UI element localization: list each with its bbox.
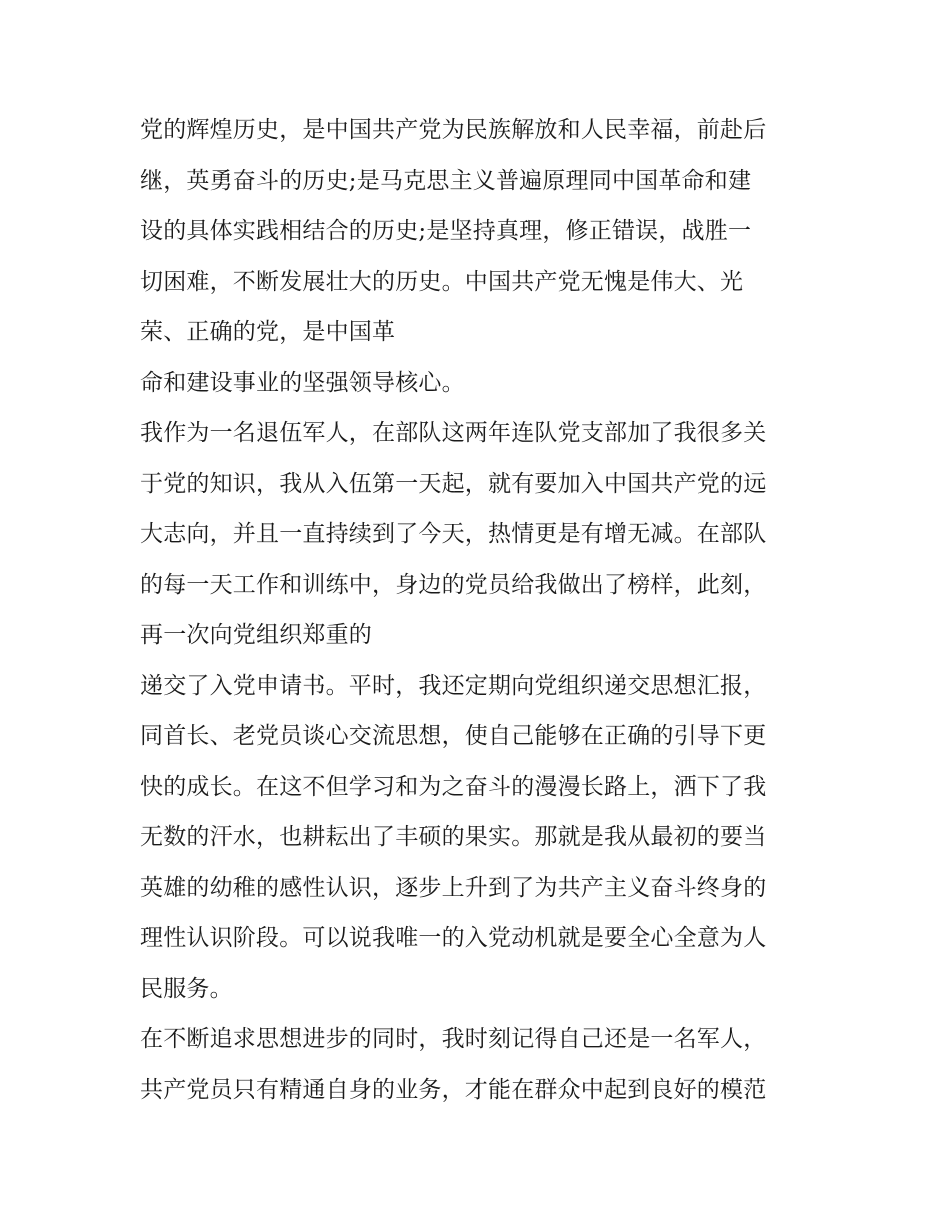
text-line: 于党的知识，我从入伍第一天起，就有要加入中国共产党的远 — [140, 470, 767, 497]
text-line: 快的成长。在这不但学习和为之奋斗的漫漫长路上，洒下了我 — [140, 773, 767, 800]
text-line: 共产党员只有精通自身的业务，才能在群众中起到良好的模范 — [140, 1076, 767, 1103]
text-line: 递交了入党申请书。平时，我还定期向党组织递交思想汇报， — [140, 672, 767, 699]
text-line: 继，英勇奋斗的历史;是马克思主义普遍原理同中国革命和建 — [140, 167, 752, 194]
text-line: 的每一天工作和训练中，身边的党员给我做出了榜样，此刻， — [140, 571, 767, 598]
text-line: 大志向，并且一直持续到了今天，热情更是有增无减。在部队 — [140, 521, 767, 547]
text-line: 荣、正确的党，是中国革 — [140, 319, 396, 345]
text-line: 无数的汗水，也耕耘出了丰硕的果实。那就是我从最初的要当 — [140, 824, 767, 850]
text-line: 民服务。 — [140, 975, 233, 1002]
text-line: 党的辉煌历史，是中国共产党为民族解放和人民幸福，前赴后 — [140, 117, 767, 143]
text-line: 切困难，不断发展壮大的历史。中国共产党无愧是伟大、光 — [140, 268, 744, 295]
text-line: 我作为一名退伍军人，在部队这两年连队党支部加了我很多关 — [140, 420, 767, 446]
text-line: 理性认识阶段。可以说我唯一的入党动机就是要全心全意为人 — [140, 925, 767, 951]
text-line: 英雄的幼稚的感性认识，逐步上升到了为共产主义奋斗终身的 — [140, 874, 767, 901]
text-line: 在不断追求思想进步的同时，我时刻记得自己还是一名军人， — [140, 1026, 767, 1052]
text-line: 设的具体实践相结合的历史;是坚持真理，修正错误，战胜一 — [140, 218, 752, 244]
text-line: 再一次向党组织郑重的 — [140, 622, 372, 648]
document-body — [140, 105, 830, 1115]
text-line: 命和建设事业的坚强领导核心。 — [140, 369, 465, 396]
text-line: 同首长、老党员谈心交流思想，使自己能够在正确的引导下更 — [140, 723, 767, 749]
